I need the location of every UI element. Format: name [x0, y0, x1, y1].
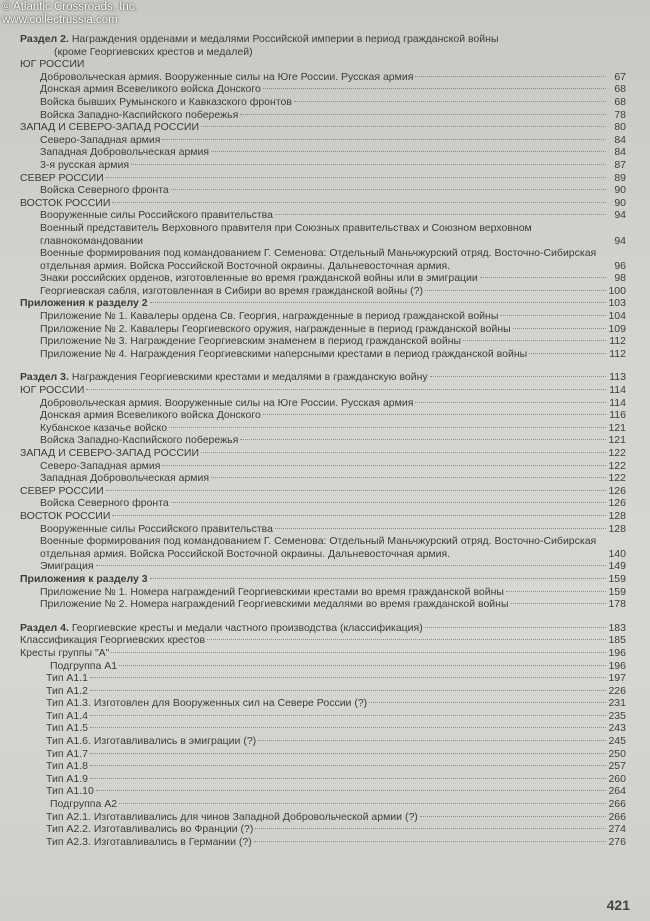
dot-leader — [90, 690, 606, 691]
dot-leader — [506, 591, 606, 592]
dot-leader — [119, 665, 606, 666]
toc-entry — [20, 272, 626, 285]
toc-entry-title: Приложение № 3. Награждение Георгиевским знаменем в период гражданской войны — [40, 335, 462, 348]
table-of-contents — [20, 33, 626, 848]
toc-entry-page: 128 — [608, 522, 626, 535]
toc-entry — [20, 472, 626, 485]
toc-entry-title: Тип А1.3. Изготовлен для Вооруженных сил на Севере России (?) — [46, 697, 368, 710]
toc-entry — [20, 335, 626, 348]
dot-leader — [294, 101, 606, 102]
toc-entry-page: 140 — [608, 547, 626, 560]
region-heading: ЮГ РОССИИ 114 — [20, 384, 626, 397]
toc-entry-page: 87 — [614, 158, 626, 171]
section-2-label: Раздел 2. — [20, 33, 69, 45]
section-3-label: Раздел 3. — [20, 371, 69, 384]
toc-entry-page: 266 — [608, 810, 626, 823]
toc-entry-page: 67 — [614, 70, 626, 83]
toc-entry — [20, 560, 626, 573]
toc-entry-page: 226 — [608, 684, 626, 697]
region-heading: ВОСТОК РОССИИ 128 — [20, 509, 626, 522]
toc-entry-title: Приложение № 1. Кавалеры ордена Св. Георгия, награжденные в период гражданской войны — [40, 310, 499, 323]
dot-leader — [255, 828, 606, 829]
toc-entry-title: Тип А1.1 — [46, 672, 89, 685]
section-4-heading: Раздел 4. Георгиевские кресты и медали частного производства (классификация) 183 — [20, 621, 626, 634]
section-4-label: Раздел 4. — [20, 621, 69, 634]
dot-leader — [240, 114, 606, 115]
toc-entry-title: Приложение № 1. Номера награждений Георгиевскими крестами во время гражданской войны — [40, 585, 504, 598]
toc-entry-page: 84 — [614, 146, 626, 159]
dot-leader — [415, 402, 606, 403]
toc-entry-page: 94 — [614, 209, 626, 222]
type-entry — [20, 685, 626, 698]
section-4-title: Георгиевские кресты и медали частного производства (классификация) — [71, 621, 423, 634]
toc-entry-page: 94 — [614, 234, 626, 247]
appendix-heading: Приложения к разделу 3 159 — [20, 572, 626, 585]
dot-leader — [275, 528, 606, 529]
toc-entry-page: 78 — [614, 108, 626, 121]
dot-leader — [513, 328, 606, 329]
dot-leader — [119, 803, 606, 804]
toc-entry-title: Тип А1.5 — [46, 722, 89, 735]
toc-entry-title: Северо-Западная армия — [40, 133, 161, 146]
toc-entry-title: Вооруженные силы Российского правительства — [40, 522, 273, 535]
appendix-items — [20, 586, 626, 611]
toc-entry-title: Тип А1.6. Изготавливались в эмиграции (?) — [46, 735, 257, 748]
region-items — [20, 134, 626, 172]
dot-leader — [162, 465, 606, 466]
dot-leader — [90, 753, 606, 754]
type-entry — [20, 760, 626, 773]
toc-entry-title: Добровольческая армия. Вооруженные силы на Юге России. Русская армия — [40, 70, 414, 83]
toc-entry — [20, 109, 626, 122]
dot-leader — [369, 702, 606, 703]
toc-entry-page: 243 — [608, 722, 626, 735]
toc-entry-page: 196 — [608, 659, 626, 672]
toc-entry — [20, 222, 626, 247]
toc-entry-title: Приложение № 2. Номера награждений Георгиевскими медалями во время гражданской войны — [40, 598, 509, 611]
toc-entry-page: 266 — [608, 798, 626, 811]
toc-entry-page: 109 — [608, 322, 626, 335]
toc-entry — [20, 348, 626, 361]
section-4 — [20, 622, 626, 849]
toc-entry — [20, 247, 626, 272]
dot-leader — [263, 414, 606, 415]
toc-entry-title: Западная Добровольческая армия — [40, 472, 210, 485]
toc-entry — [20, 134, 626, 147]
toc-entry-page: 264 — [608, 785, 626, 798]
toc-entry-page: 245 — [608, 735, 626, 748]
region-items — [20, 71, 626, 121]
subgroup-entry — [20, 660, 626, 673]
dot-leader — [240, 439, 606, 440]
toc-entry-page: 231 — [608, 697, 626, 710]
dot-leader — [90, 677, 606, 678]
region-heading: СЕВЕР РОССИИ 126 — [20, 484, 626, 497]
type-entry — [20, 697, 626, 710]
toc-entry-title: Военные формирования под командованием Г. Семенова: Отдельный Маньчжурский отряд. Восточно-Сибирская отдельная армия. Войска Российской Восточной окраины. Дальневосточная армия. — [40, 535, 597, 560]
watermark-line-2: www.collectrussia.com — [2, 13, 118, 26]
region-items — [20, 184, 626, 197]
toc-entry-page: 159 — [608, 585, 626, 598]
dot-leader — [420, 816, 606, 817]
dot-leader — [254, 841, 606, 842]
dot-leader — [169, 427, 606, 428]
toc-entry-title: Кубанское казачье войско — [40, 421, 168, 434]
toc-entry — [20, 184, 626, 197]
dot-leader — [96, 790, 606, 791]
dot-leader — [90, 765, 606, 766]
toc-entry — [20, 598, 626, 611]
section-2-title: Награждения орденами и медалями Российской империи в период гражданской войны — [71, 33, 499, 45]
type-entry — [20, 748, 626, 761]
toc-entry-title: Тип А1.7 — [46, 747, 89, 760]
region-heading: ЗАПАД И СЕВЕРО-ЗАПАД РОССИИ 122 — [20, 447, 626, 459]
toc-entry-title: Тип А1.9 — [46, 772, 89, 785]
section-2 — [20, 33, 626, 360]
toc-entry-title: Войска Северного фронта — [40, 497, 169, 510]
toc-entry — [20, 310, 626, 323]
region-items — [20, 397, 626, 447]
toc-entry-title: Тип А1.2 — [46, 684, 89, 697]
toc-entry-title: 3-я русская армия — [40, 158, 130, 171]
region-items — [20, 523, 626, 573]
toc-entry-title: Тип А2.2. Изготавливались во Франции (?) — [46, 823, 254, 836]
toc-entry-title: Тип А1.4 — [46, 709, 89, 722]
dot-leader — [263, 88, 606, 89]
toc-entry-title: Западная Добровольческая армия — [40, 146, 210, 159]
toc-entry-page: 121 — [608, 434, 626, 447]
region-heading: ВОСТОК РОССИИ 90 — [20, 196, 626, 209]
dot-leader — [415, 76, 606, 77]
toc-entry-page: 276 — [608, 835, 626, 848]
type-entry — [20, 823, 626, 836]
toc-entry-title: Приложение № 4. Награждения Георгиевскими наперсными крестами в период гражданской войны — [40, 347, 528, 360]
toc-entry-title: Эмиграция — [40, 560, 94, 573]
copyright-watermark — [2, 1, 138, 26]
appendix-items — [20, 310, 626, 360]
toc-entry-title: Донская армия Всевеликого войска Донского — [40, 409, 261, 422]
toc-entry-page: 126 — [608, 497, 626, 510]
type-items — [20, 660, 626, 849]
toc-entry-title: Северо-Западная армия — [40, 459, 161, 472]
dot-leader — [258, 740, 606, 741]
toc-entry-title: Знаки российских орденов, изготовленные во время гражданской войны или в эмиграции — [40, 272, 478, 285]
toc-entry-page: 96 — [614, 259, 626, 272]
toc-entry-page: 122 — [608, 459, 626, 472]
toc-entry-page: 90 — [614, 184, 626, 197]
dot-leader — [480, 277, 606, 278]
region-items — [20, 497, 626, 510]
region-heading: СЕВЕР РОССИИ 89 — [20, 171, 626, 184]
toc-entry — [20, 71, 626, 84]
toc-entry-page: 274 — [608, 823, 626, 836]
dot-leader — [211, 151, 606, 152]
toc-entry-page: 68 — [614, 83, 626, 96]
toc-entry — [20, 146, 626, 159]
toc-entry-page: 112 — [609, 335, 626, 348]
type-entry — [20, 710, 626, 723]
toc-entry-page: 260 — [608, 772, 626, 785]
type-entry — [20, 811, 626, 824]
toc-entry-title: Тип А1.8 — [46, 760, 89, 773]
dot-leader — [463, 340, 606, 341]
region-items — [20, 209, 626, 297]
toc-entry-page: 112 — [609, 347, 626, 360]
dot-leader — [90, 715, 606, 716]
toc-entry — [20, 83, 626, 96]
toc-entry — [20, 159, 626, 172]
dot-leader — [96, 565, 606, 566]
toc-entry-title: Тип А2.3. Изготавливались в Германии (?) — [46, 835, 252, 848]
subgroup-entry — [20, 798, 626, 811]
toc-entry — [20, 460, 626, 473]
toc-entry-title: Подгруппа А1 — [50, 659, 118, 672]
region-heading: ЮГ РОССИИ — [20, 58, 85, 71]
toc-entry-title: Вооруженные силы Российского правительства — [40, 209, 273, 222]
toc-entry — [20, 323, 626, 336]
toc-entry-title: Тип А1.10 — [46, 785, 94, 798]
toc-entry-title: Подгруппа А2 — [50, 798, 118, 811]
section-3-title: Награждения Георгиевскими крестами и медалями в гражданскую войну — [71, 371, 428, 384]
toc-entry-page: 121 — [608, 421, 626, 434]
toc-entry-page: 114 — [609, 396, 626, 409]
region-items — [20, 460, 626, 485]
dot-leader — [425, 290, 606, 291]
section-3 — [20, 371, 626, 610]
dot-leader — [529, 353, 606, 354]
toc-entry-title: Войска Западно-Каспийского побережья — [40, 108, 239, 121]
watermark-line-1: © Atlantic Crossroads, Inc. — [2, 1, 138, 13]
dot-leader — [275, 214, 606, 215]
type-entry — [20, 735, 626, 748]
toc-entry — [20, 586, 626, 599]
toc-entry-title: Тип А2.1. Изготавливались для чинов Западной Добровольческой армии (?) — [46, 810, 418, 823]
page-number: 421 — [606, 897, 630, 913]
toc-entry — [20, 497, 626, 510]
section-2-subtitle: (кроме Георгиевских крестов и медалей) — [54, 45, 253, 58]
toc-entry — [20, 434, 626, 447]
type-entry — [20, 672, 626, 685]
toc-entry-title: Войска бывших Румынского и Кавказского фронтов — [40, 95, 292, 108]
toc-entry-title: Донская армия Всевеликого войска Донского — [40, 83, 261, 96]
dot-leader — [90, 727, 606, 728]
toc-entry-page: 104 — [608, 310, 626, 323]
toc-entry — [20, 523, 626, 536]
toc-entry-page: 116 — [609, 409, 626, 422]
type-entry — [20, 785, 626, 798]
appendix-heading: Приложения к разделу 2 103 — [20, 297, 626, 310]
toc-entry — [20, 209, 626, 222]
toc-entry-page: 235 — [608, 709, 626, 722]
toc-entry-title: Георгиевская сабля, изготовленная в Сибири во время гражданской войны (?) — [40, 284, 423, 297]
classification-heading: Классификация Георгиевских крестов 185 — [20, 634, 626, 647]
toc-entry-title: Военные формирования под командованием Г. Семенова: Отдельный Маньчжурский отряд. Восточно-Сибирская отдельная армия. Войска Российской Восточной окраины. Дальневосточная армия. — [40, 247, 597, 272]
toc-entry-page: 197 — [608, 672, 626, 685]
toc-entry-page: 149 — [608, 560, 626, 573]
section-3-heading: Раздел 3. Награждения Георгиевскими крестами и медалями в гражданскую войну 113 — [20, 371, 626, 384]
toc-entry — [20, 285, 626, 298]
toc-entry — [20, 535, 626, 560]
toc-entry-title: Войска Северного фронта — [40, 184, 169, 197]
toc-entry-title: Войска Западно-Каспийского побережья — [40, 434, 239, 447]
region-heading: ЗАПАД И СЕВЕРО-ЗАПАД РОССИИ 80 — [20, 121, 626, 134]
toc-entry-title: Приложение № 2. Кавалеры Георгиевского оружия, награжденные в период гражданской войны — [40, 322, 511, 335]
toc-entry-page: 257 — [608, 760, 626, 773]
toc-entry-page: 98 — [614, 272, 626, 285]
dot-leader — [162, 139, 606, 140]
dot-leader — [511, 603, 606, 604]
type-entry — [20, 773, 626, 786]
toc-entry-page: 100 — [608, 284, 626, 297]
toc-entry — [20, 422, 626, 435]
section-2-heading — [20, 33, 626, 46]
dot-leader — [171, 502, 606, 503]
dot-leader — [500, 315, 606, 316]
toc-entry — [20, 96, 626, 109]
toc-entry — [20, 397, 626, 410]
toc-entry — [20, 409, 626, 422]
group-heading: Кресты группы "А" 196 — [20, 646, 626, 659]
toc-entry-page: 84 — [614, 133, 626, 146]
toc-entry-page: 178 — [608, 598, 626, 611]
toc-entry-page: 68 — [614, 95, 626, 108]
type-entry — [20, 722, 626, 735]
dot-leader — [131, 164, 606, 165]
toc-entry-page: 122 — [608, 472, 626, 485]
dot-leader — [171, 189, 606, 190]
toc-entry-title: Военный представитель Верховного правителя при Союзных правительствах и Союзном верховном главнокомандовании — [40, 221, 532, 247]
dot-leader — [211, 477, 606, 478]
dot-leader — [90, 778, 606, 779]
toc-entry-title: Добровольческая армия. Вооруженные силы на Юге России. Русская армия — [40, 396, 414, 409]
toc-entry-page: 250 — [608, 747, 626, 760]
type-entry — [20, 836, 626, 849]
